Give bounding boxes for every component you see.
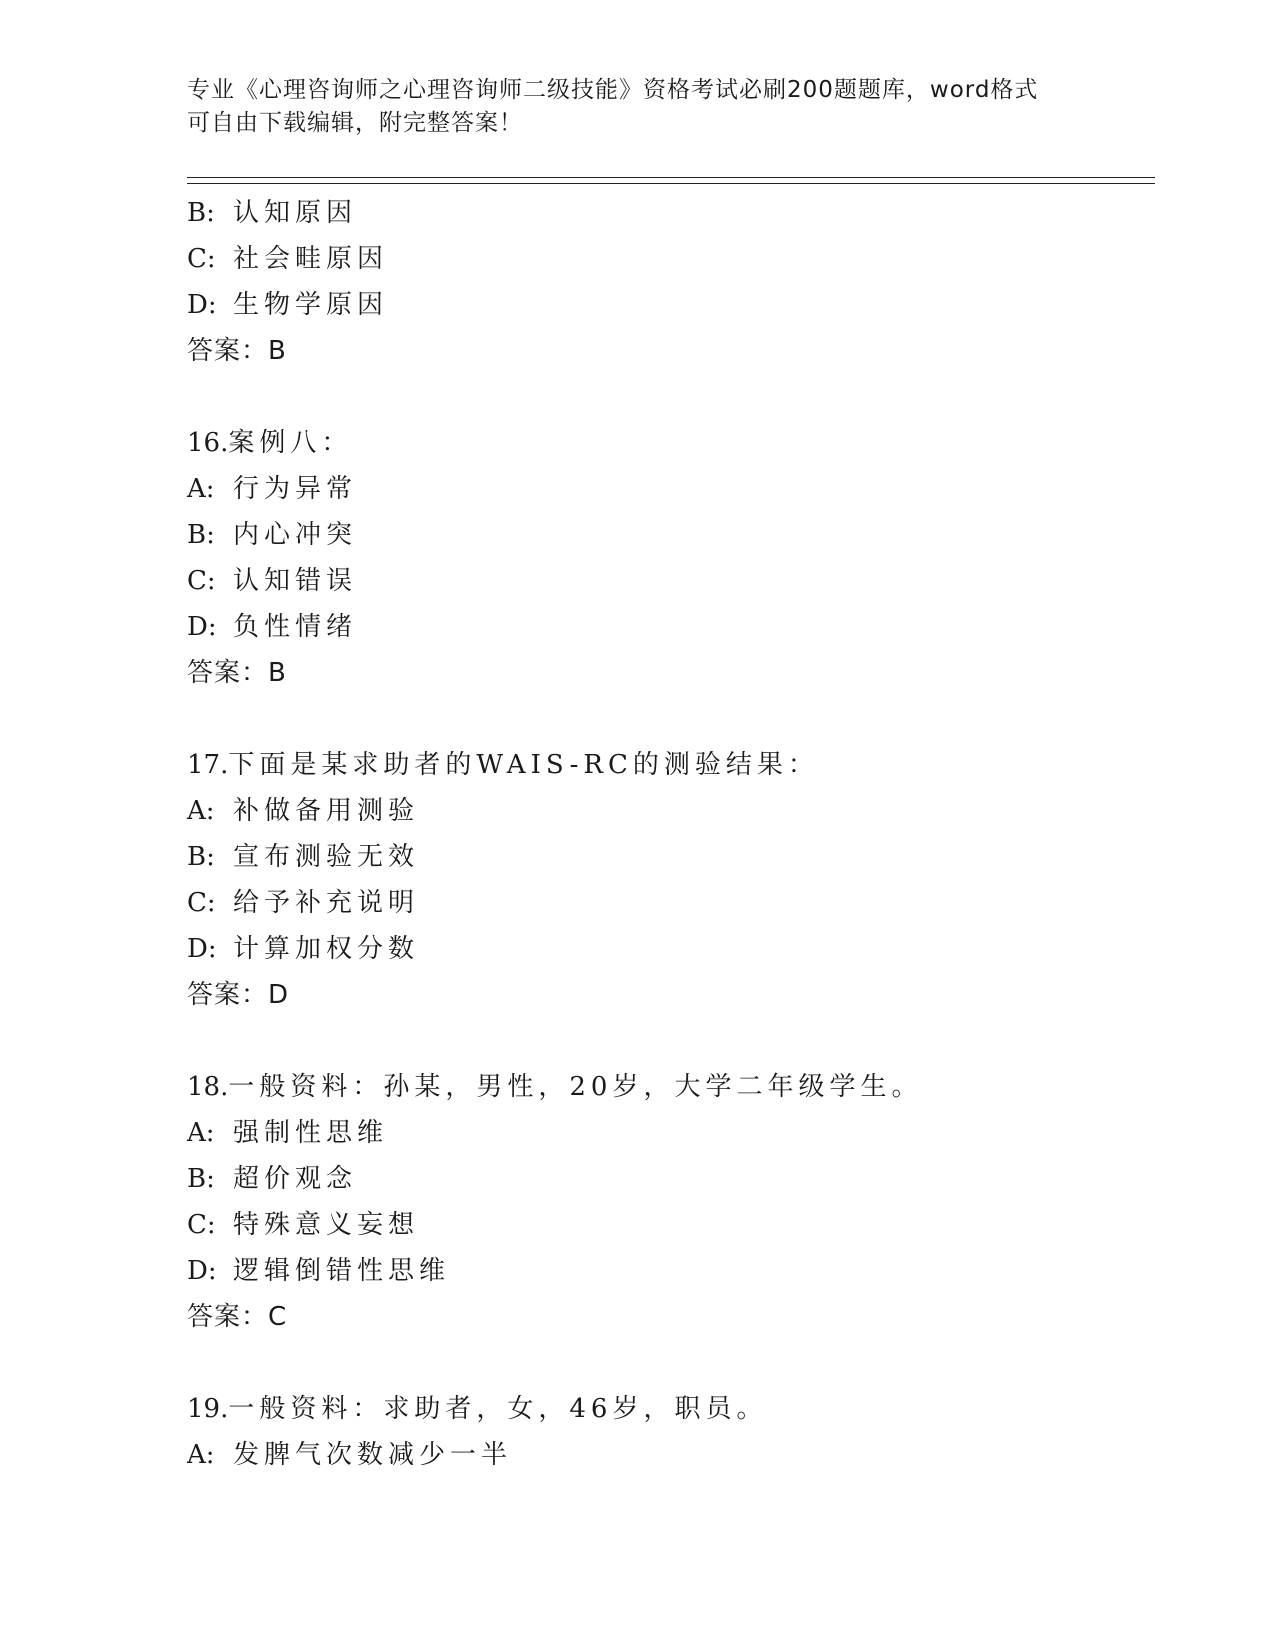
header-title-line2: 可自由下载编辑，附完整答案！ [187,110,523,136]
option-d: D: 生物学原因 [187,290,389,320]
option-d: D: 计算加权分数 [187,934,420,964]
question-stem-19: 19.一般资料：求助者，女，46岁，职员。 [187,1394,768,1424]
option-a: A: 发脾气次数减少一半 [187,1440,513,1470]
spacer [187,1018,1155,1064]
option-b: B: 宣布测验无效 [187,842,420,872]
option-a: A: 行为异常 [187,474,358,504]
option-c: C: 认知错误 [187,566,358,596]
option-d: D: 逻辑倒错性思维 [187,1256,451,1286]
question-stem-18: 18.一般资料：孙某，男性，20岁，大学二年级学生。 [187,1072,923,1102]
header-divider-bottom [187,183,1155,184]
option-c: C: 社会畦原因 [187,244,389,274]
option-a: A: 补做备用测验 [187,796,420,826]
question-list [187,190,1155,1478]
option-b: B: 内心冲突 [187,520,358,550]
spacer [187,696,1155,742]
option-b: B: 超价观念 [187,1164,358,1194]
option-a: A: 强制性思维 [187,1118,389,1148]
question-stem-17: 17.下面是某求助者的WAIS-RC的测验结果： [187,750,819,780]
answer-line: 答案：B [187,658,287,688]
option-c: C: 特殊意义妄想 [187,1210,420,1240]
header-title-line1: 专业《心理咨询师之心理咨询师二级技能》资格考试必刷200题题库，word格式 [187,77,1039,103]
question-stem-16: 16.案例八： [187,428,353,458]
option-c: C: 给予补充说明 [187,888,420,918]
spacer [187,374,1155,420]
header-divider-top [187,177,1155,178]
spacer [187,1340,1155,1386]
answer-line: 答案：B [187,336,287,366]
option-b: B: 认知原因 [187,198,358,228]
option-d: D: 负性情绪 [187,612,358,642]
document-header [187,74,1087,140]
answer-line: 答案：C [187,1302,288,1332]
answer-line: 答案：D [187,980,290,1010]
